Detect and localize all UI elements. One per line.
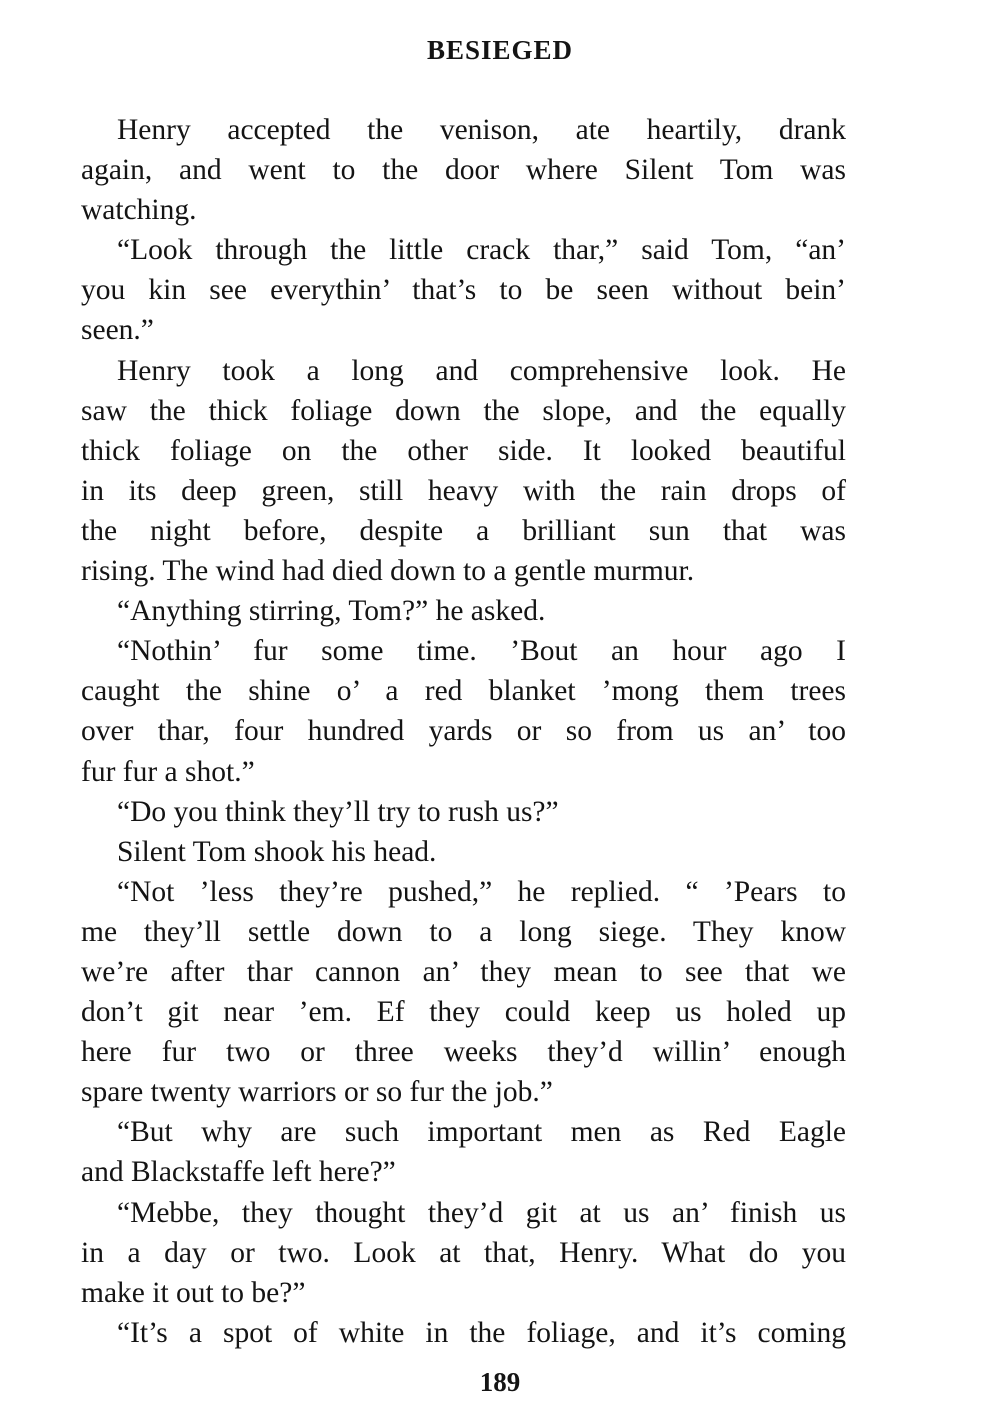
text-line: here fur two or three weeks they’d willin’ enough [81, 1036, 846, 1069]
text-line: “Not ’less they’re pushed,” he replied. “ ’Pears to [117, 875, 846, 908]
paragraph [81, 631, 846, 791]
text-line: “Do you think they’ll try to rush us?” [117, 795, 559, 828]
text-line: Henry took a long and comprehensive look. He [117, 354, 846, 387]
paragraph [81, 1313, 846, 1353]
text-line: spare twenty warriors or so fur the job.” [81, 1076, 553, 1109]
text-line: caught the shine o’ a red blanket ’mong them trees [81, 675, 846, 708]
text-line: rising. The wind had died down to a gentle murmur. [81, 555, 695, 588]
paragraph [81, 591, 846, 631]
paragraph [81, 351, 846, 592]
text-line: seen.” [81, 314, 154, 347]
text-line: and Blackstaffe left here?” [81, 1156, 396, 1189]
text-line: in a day or two. Look at that, Henry. What do you [81, 1236, 846, 1269]
text-line: over thar, four hundred yards or so from us an’ too [81, 715, 846, 748]
text-line: the night before, despite a brilliant sun that was [81, 514, 846, 547]
text-line: we’re after thar cannon an’ they mean to see that we [81, 955, 846, 988]
paragraph [81, 832, 846, 872]
paragraph [81, 1193, 846, 1313]
text-line: watching. [81, 194, 197, 227]
text-line: “Anything stirring, Tom?” he asked. [117, 595, 546, 628]
paragraph [81, 110, 846, 230]
paragraph [81, 872, 846, 1113]
text-line: you kin see everythin’ that’s to be seen without bein’ [81, 274, 846, 307]
text-line: don’t git near ’em. Ef they could keep us holed up [81, 996, 846, 1029]
text-line: “It’s a spot of white in the foliage, and it’s coming [117, 1316, 846, 1349]
text-line: saw the thick foliage down the slope, and the equally [81, 394, 846, 427]
text-line: me they’ll settle down to a long siege. They know [81, 915, 846, 948]
paragraph [81, 230, 846, 350]
text-line: in its deep green, still heavy with the rain drops of [81, 474, 846, 507]
text-line: Silent Tom shook his head. [117, 835, 437, 868]
paragraph [81, 792, 846, 832]
text-line: again, and went to the door where Silent Tom was [81, 154, 846, 187]
text-line: make it out to be?” [81, 1276, 306, 1309]
page-number: 189 [479, 1367, 521, 1397]
running-head: BESIEGED [426, 35, 574, 65]
text-line: “Look through the little crack thar,” said Tom, “an’ [117, 234, 846, 267]
text-line: “But why are such important men as Red Eagle [117, 1116, 846, 1149]
text-line: thick foliage on the other side. It looked beautiful [81, 434, 846, 467]
text-line: “Nothin’ fur some time. ’Bout an hour ago I [117, 635, 846, 668]
text-line: “Mebbe, they thought they’d git at us an’ finish us [117, 1196, 846, 1229]
paragraph [81, 1112, 846, 1192]
text-line: Henry accepted the venison, ate heartily, drank [117, 114, 846, 146]
page-body-text [81, 110, 846, 1353]
text-line: fur fur a shot.” [81, 755, 255, 788]
